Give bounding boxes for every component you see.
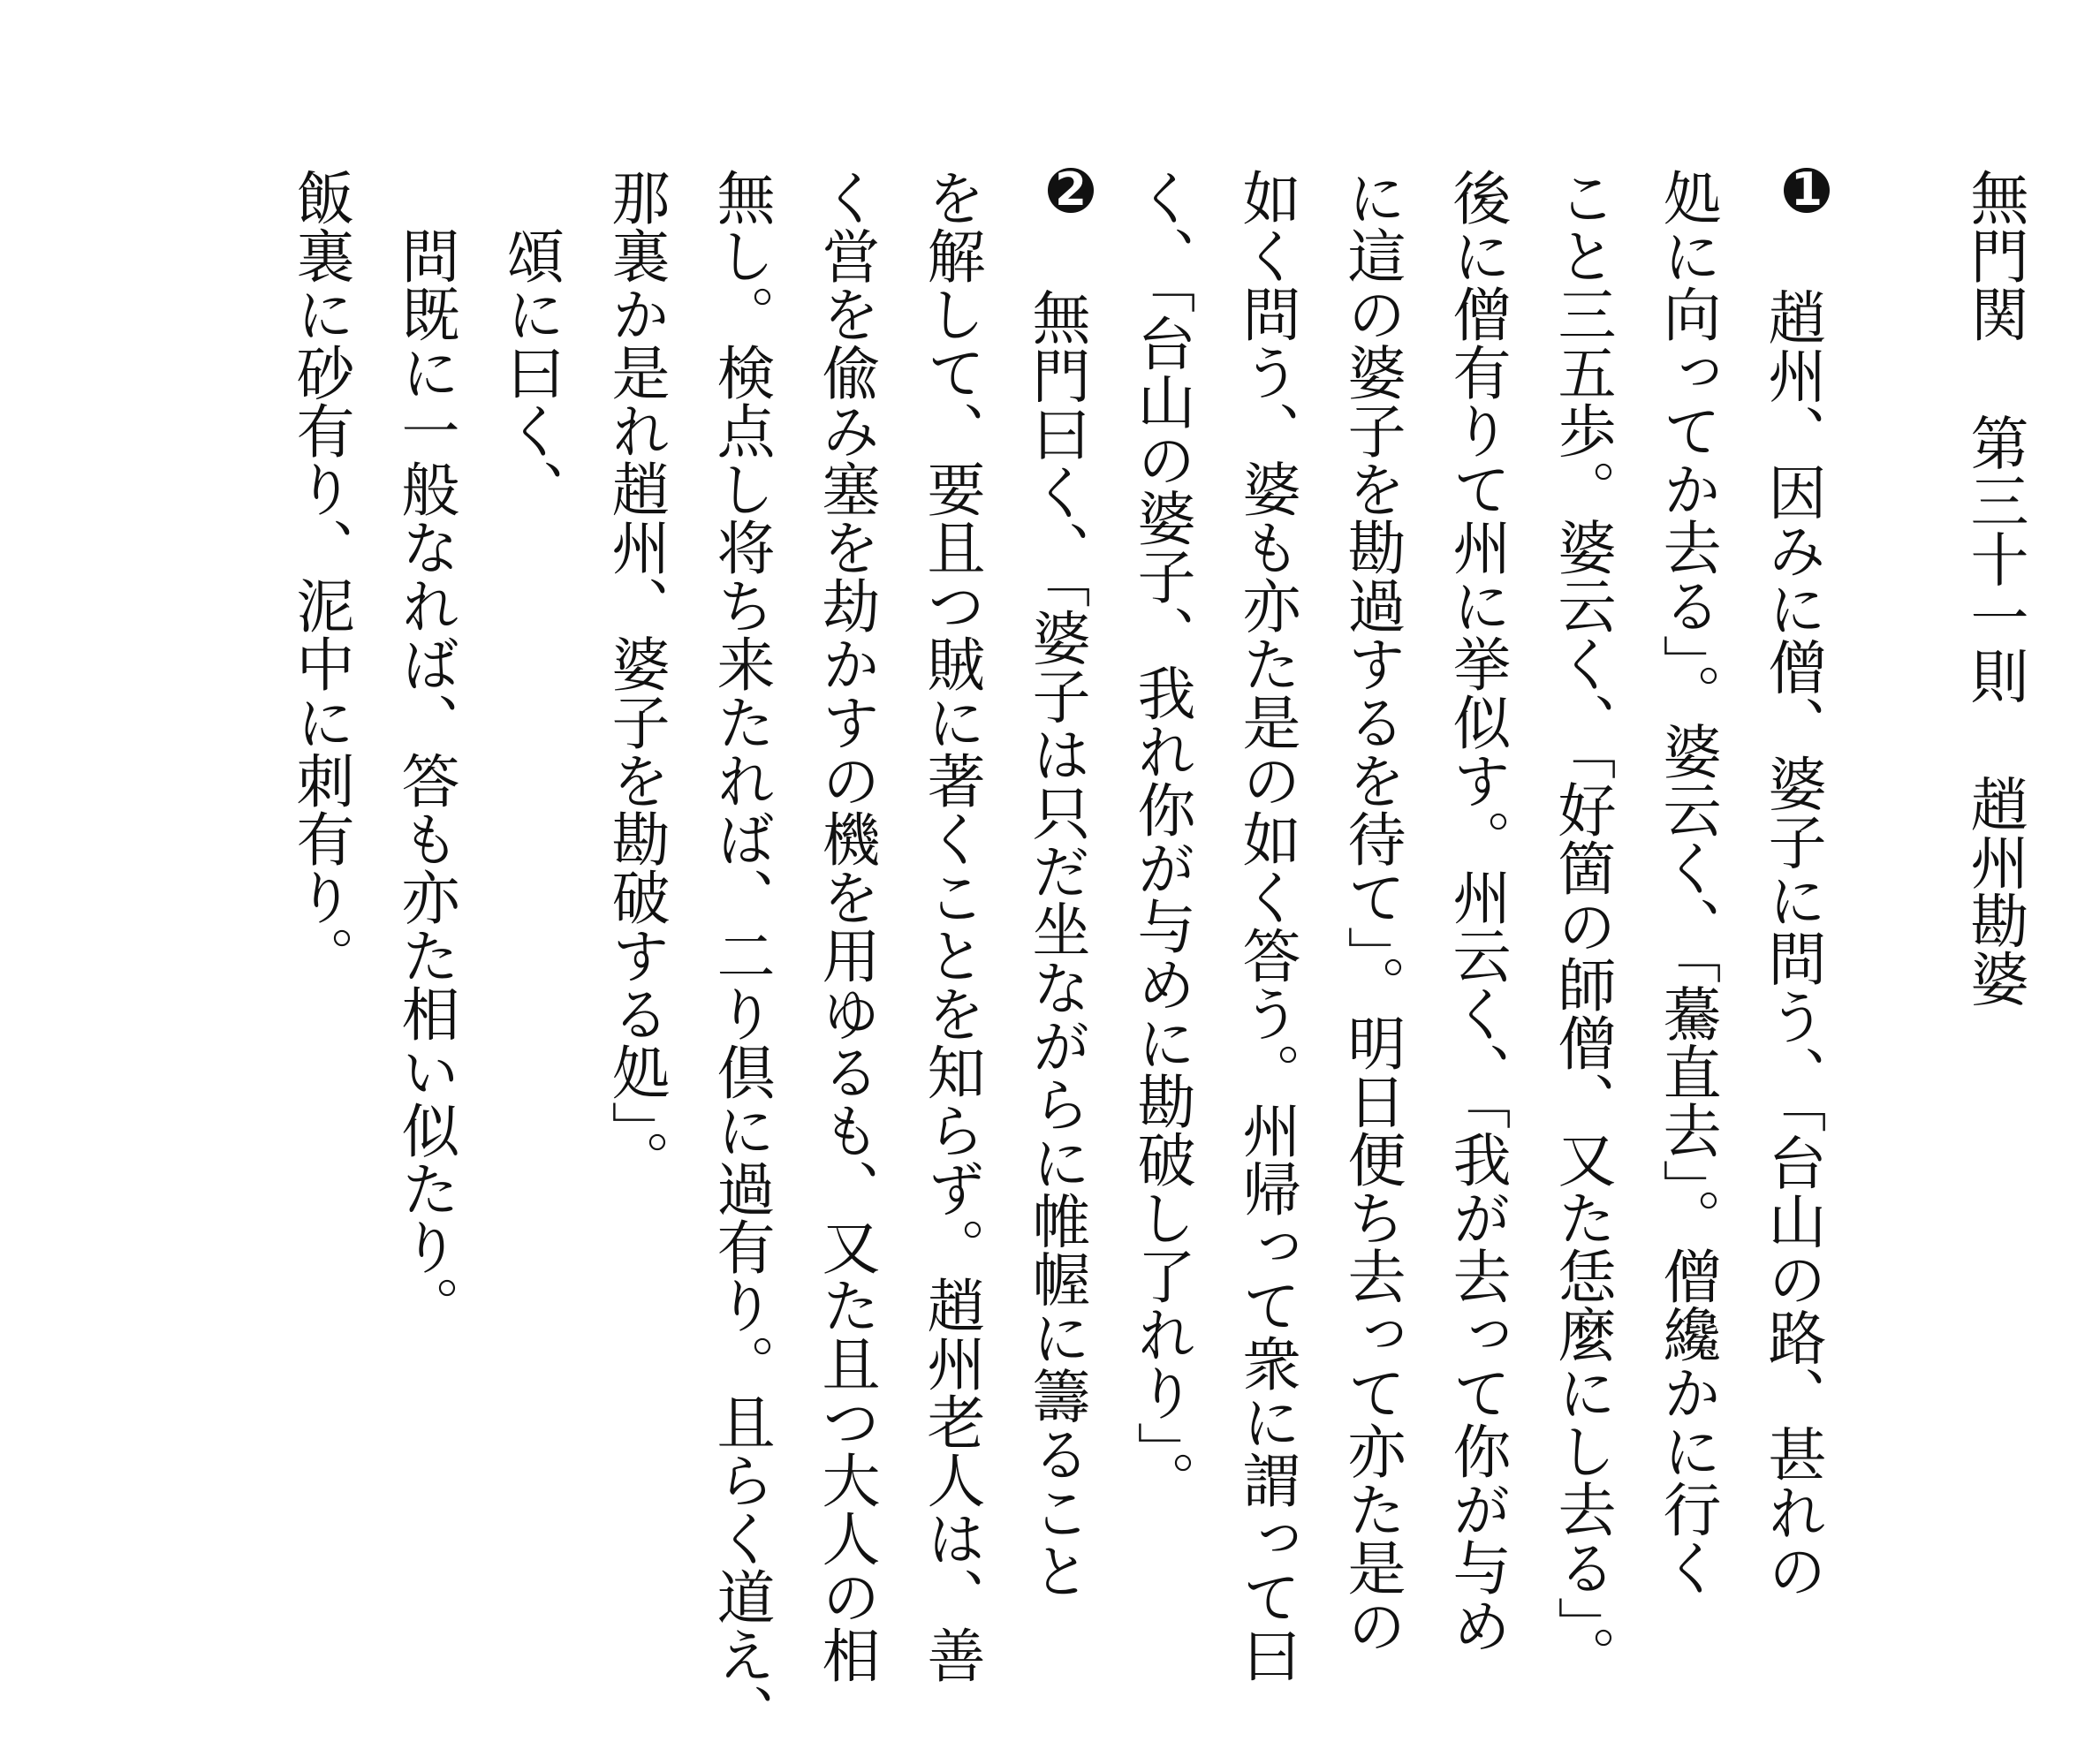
verse-line: [268, 168, 373, 1670]
commentary-text: 無し。検点し将ち来たれば、二り倶に過有り。且らく道え、: [707, 168, 775, 1742]
commentary-line: [1004, 163, 1109, 1670]
case-text: こと三五歩。婆云く、「好箇の師僧、又た恁麼にし去る」。: [1548, 168, 1616, 1684]
commentary-text: く営を偸み塞を劫かすの機を用ゆるも、又た且つ大人の相: [812, 168, 880, 1684]
title-spacer: [1965, 343, 2023, 413]
case-line: [1214, 168, 1319, 1684]
case-line: [1634, 168, 1740, 1670]
commentary-line: [793, 168, 898, 1684]
commentary-text: を解して、要且つ賊に著くことを知らず。趙州老人は、善: [917, 168, 985, 1684]
case-text: 処に向ってか去る」。婆云く、「驀直去」。僧纔かに行く: [1653, 168, 1721, 1596]
case-line: [1109, 168, 1214, 1670]
title-line: [1942, 168, 2047, 1670]
case-text: 趙州、因みに僧、婆子に問う、「台山の路、甚れの: [1758, 287, 1826, 1600]
verse-line: [373, 168, 478, 1670]
verse-heading: [478, 168, 583, 1670]
title-spacer: [1965, 704, 2023, 774]
collection-title: 無門関: [1960, 168, 2028, 343]
vertical-text-block: [268, 163, 2047, 1742]
case-text: に這の婆子を勘過するを待て」。明日便ち去って亦た是の: [1338, 168, 1406, 1655]
chapter-number: 第三十一則: [1960, 413, 2028, 705]
commentary-text: 無門曰く、「婆子は只だ坐ながらに帷幄に籌ること: [1022, 287, 1090, 1600]
case-line: [1424, 168, 1529, 1670]
case-text: 後に僧有りて州に挙似す。州云く、「我が去って你が与め: [1443, 168, 1511, 1655]
case-line: [1740, 163, 1845, 1670]
case-text: く、「台山の婆子、我れ你が与めに勘破し了れり」。: [1127, 168, 1195, 1509]
case-text: 如く問う、婆も亦た是の如く答う。州帰って衆に謂って曰: [1232, 168, 1300, 1684]
section-marker-1-icon: 1: [1784, 168, 1829, 213]
case-line: [1319, 168, 1424, 1670]
verse-text: 問既に一般なれば、答も亦た相い似たり。: [391, 226, 459, 1334]
section-marker-2-icon: 2: [1048, 168, 1093, 213]
case-name: 趙州勘婆: [1960, 774, 2028, 1008]
commentary-line: [898, 168, 1004, 1684]
verse-heading-text: 頌に曰く、: [497, 226, 565, 518]
commentary-line: [688, 168, 793, 1742]
case-line: [1529, 168, 1634, 1684]
commentary-line: [583, 168, 688, 1670]
commentary-text: 那裏か是れ趙州、婆子を勘破する処」。: [602, 168, 670, 1188]
verse-text: 飯裏に砂有り、泥中に刺有り。: [286, 168, 354, 984]
